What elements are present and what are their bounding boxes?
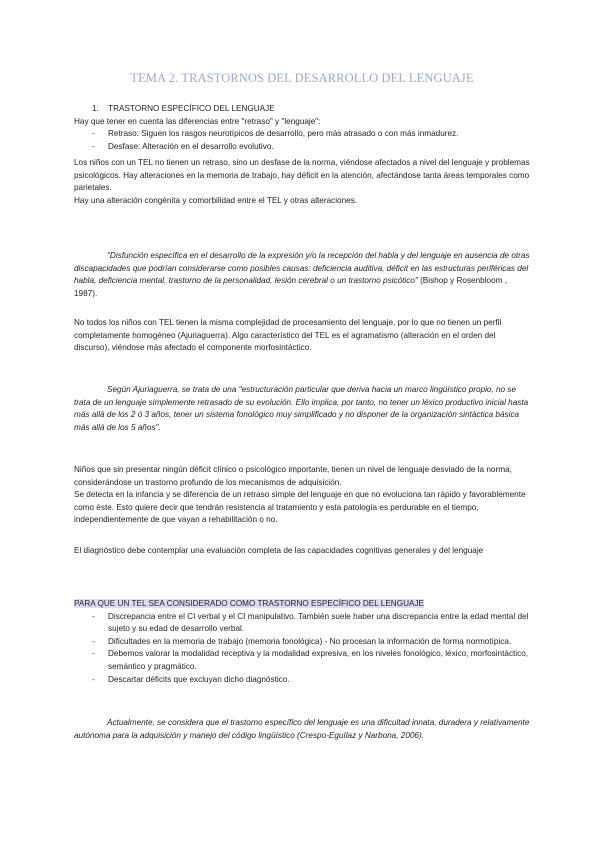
paragraph-diagnostico [74, 545, 530, 558]
quote-text: "Disfunción específica en el desarrollo de la expresión y/o la recepción del habla y del lenguaje en ausencia de otras discapacidades que podrían considerarse como posibles causas: deficiencia auditiva, déficit en las estructuras periféricas del habla, deficiencia mental, trastorno de la personalidad, lesión cerebral o un trastorno psicótico" (Bishop y Rosenbloom , 1987). [74, 251, 530, 298]
quote-text: Según Ajuriaguerra, se trata de una "estructuración particular que deriva hacia un marco lingüístico propio, no se trata de un lenguaje simplemente retrasado de su evolución. Ello implica, por tanto, no tener un léxico productivo inicial hasta más allá de los 2 ó 3 años, tener un sistema fonológico muy simplificado y no disponer de la organización sintáctica básica más allá de los 5 años". [74, 385, 529, 432]
quote-citation: (Bishop y Rosenbloom , 1987). [74, 276, 507, 298]
paragraph-tel-desfase [74, 157, 530, 207]
document-title: TEMA 2. TRASTORNOS DEL DESARROLLO DEL LENGUAJE [130, 71, 474, 85]
list-item: - Retraso: Siguen los rasgos neurotípicos de desarrollo, pero más atrasado o con más inmadurez. [74, 128, 530, 141]
quote-actualmente [74, 717, 530, 742]
quote-ajuriaguerra [74, 384, 530, 434]
paragraph: Se detecta en la infancia y se diferencia de un retraso simple del lenguaje en que no evoluciona tan rápido y favorablemente como éste. Esto quiere decir que tendrán resistencia al tratamiento y esta patología es perdurable en el tiempo, independientemente de que vayan a rehabilitación o no. [74, 490, 526, 525]
section-1-list [74, 128, 530, 153]
paragraph: Los niños con un TEL no tienen un retraso, sino un desfase de la norma, viéndose afectados a nivel del lenguaje y problemas psicológicos. Hay alteraciones en la memoria de trabajo, hay déficit en la atención, afectándose tanta áreas temporales como parietales. [74, 158, 530, 193]
section-2-heading [74, 598, 530, 611]
list-item: - Descartar déficits que excluyan dicho diagnóstico. [74, 674, 530, 687]
paragraph: No todos los niños con TEL tienen la misma complejidad de procesamiento del lenguaje, por lo que no tienen un perfil completamente homogéneo (Ajuriaguerra). Algo característico del TEL es el agramatismo (alteración en el orden del discurso), viéndose más afectado el componente morfosintáctico. [74, 318, 502, 353]
paragraph-no-homogeneo [74, 317, 530, 355]
paragraph: El diagnóstico debe contemplar una evaluación completa de las capacidades cognitivas generales y del lenguaje [74, 546, 484, 555]
section-1-intro: Hay que tener en cuenta las diferencias entre "retraso" y "lenguaje": [74, 116, 321, 126]
list-item: - Dificultades en la memoria de trabajo (memoria fonológica) - No procesan la información de forma normotípica. [74, 636, 530, 649]
quote-definition [74, 250, 530, 300]
section-1 [74, 103, 530, 153]
section-1-heading [74, 103, 530, 116]
list-item: - Desfase: Alteración en el desarrollo evolutivo. [74, 141, 530, 154]
paragraph: Hay una alteración congénita y comorbilidad entre el TEL y otras alteraciones. [74, 195, 358, 205]
section-2-list [74, 611, 530, 687]
section-2 [74, 598, 530, 686]
highlighted-heading: PARA QUE UN TEL SEA CONSIDERADO COMO TRASTORNO ESPECÍFICO DEL LENGUAJE [74, 599, 425, 608]
list-item: - Discrepancia entre el CI verbal y el CI manipulativo. También suele haber una discrepancia entre la edad mental del sujeto y su edad de desarrollo verbal. [74, 611, 530, 636]
quote-text: Actualmente, se considera que el trastorno específico del lenguaje es una dificultad innata, duradera y relativamente autónoma para la adquisición y manejo del código lingüístico (Crespo-Eguílaz y Narbona, 2006). [74, 718, 530, 740]
section-1-heading-text: TRASTORNO ESPECÍFICO DEL LENGUAJE [108, 104, 275, 113]
paragraph-nivel-lenguaje [74, 464, 530, 527]
paragraph: Niños que sin presentar ningún déficit clínico o psicológico importante, tienen un nivel de lenguaje desviado de la norma, considerándose un trastorno profundo de los mecanismos de adquisición. [74, 465, 512, 487]
list-item: - Debemos valorar la modalidad receptiva y la modalidad expresiva, en los niveles fonológico, léxico, morfosintáctico, semántico y pragmático. [74, 648, 530, 673]
section-1-number: 1. [92, 104, 99, 113]
